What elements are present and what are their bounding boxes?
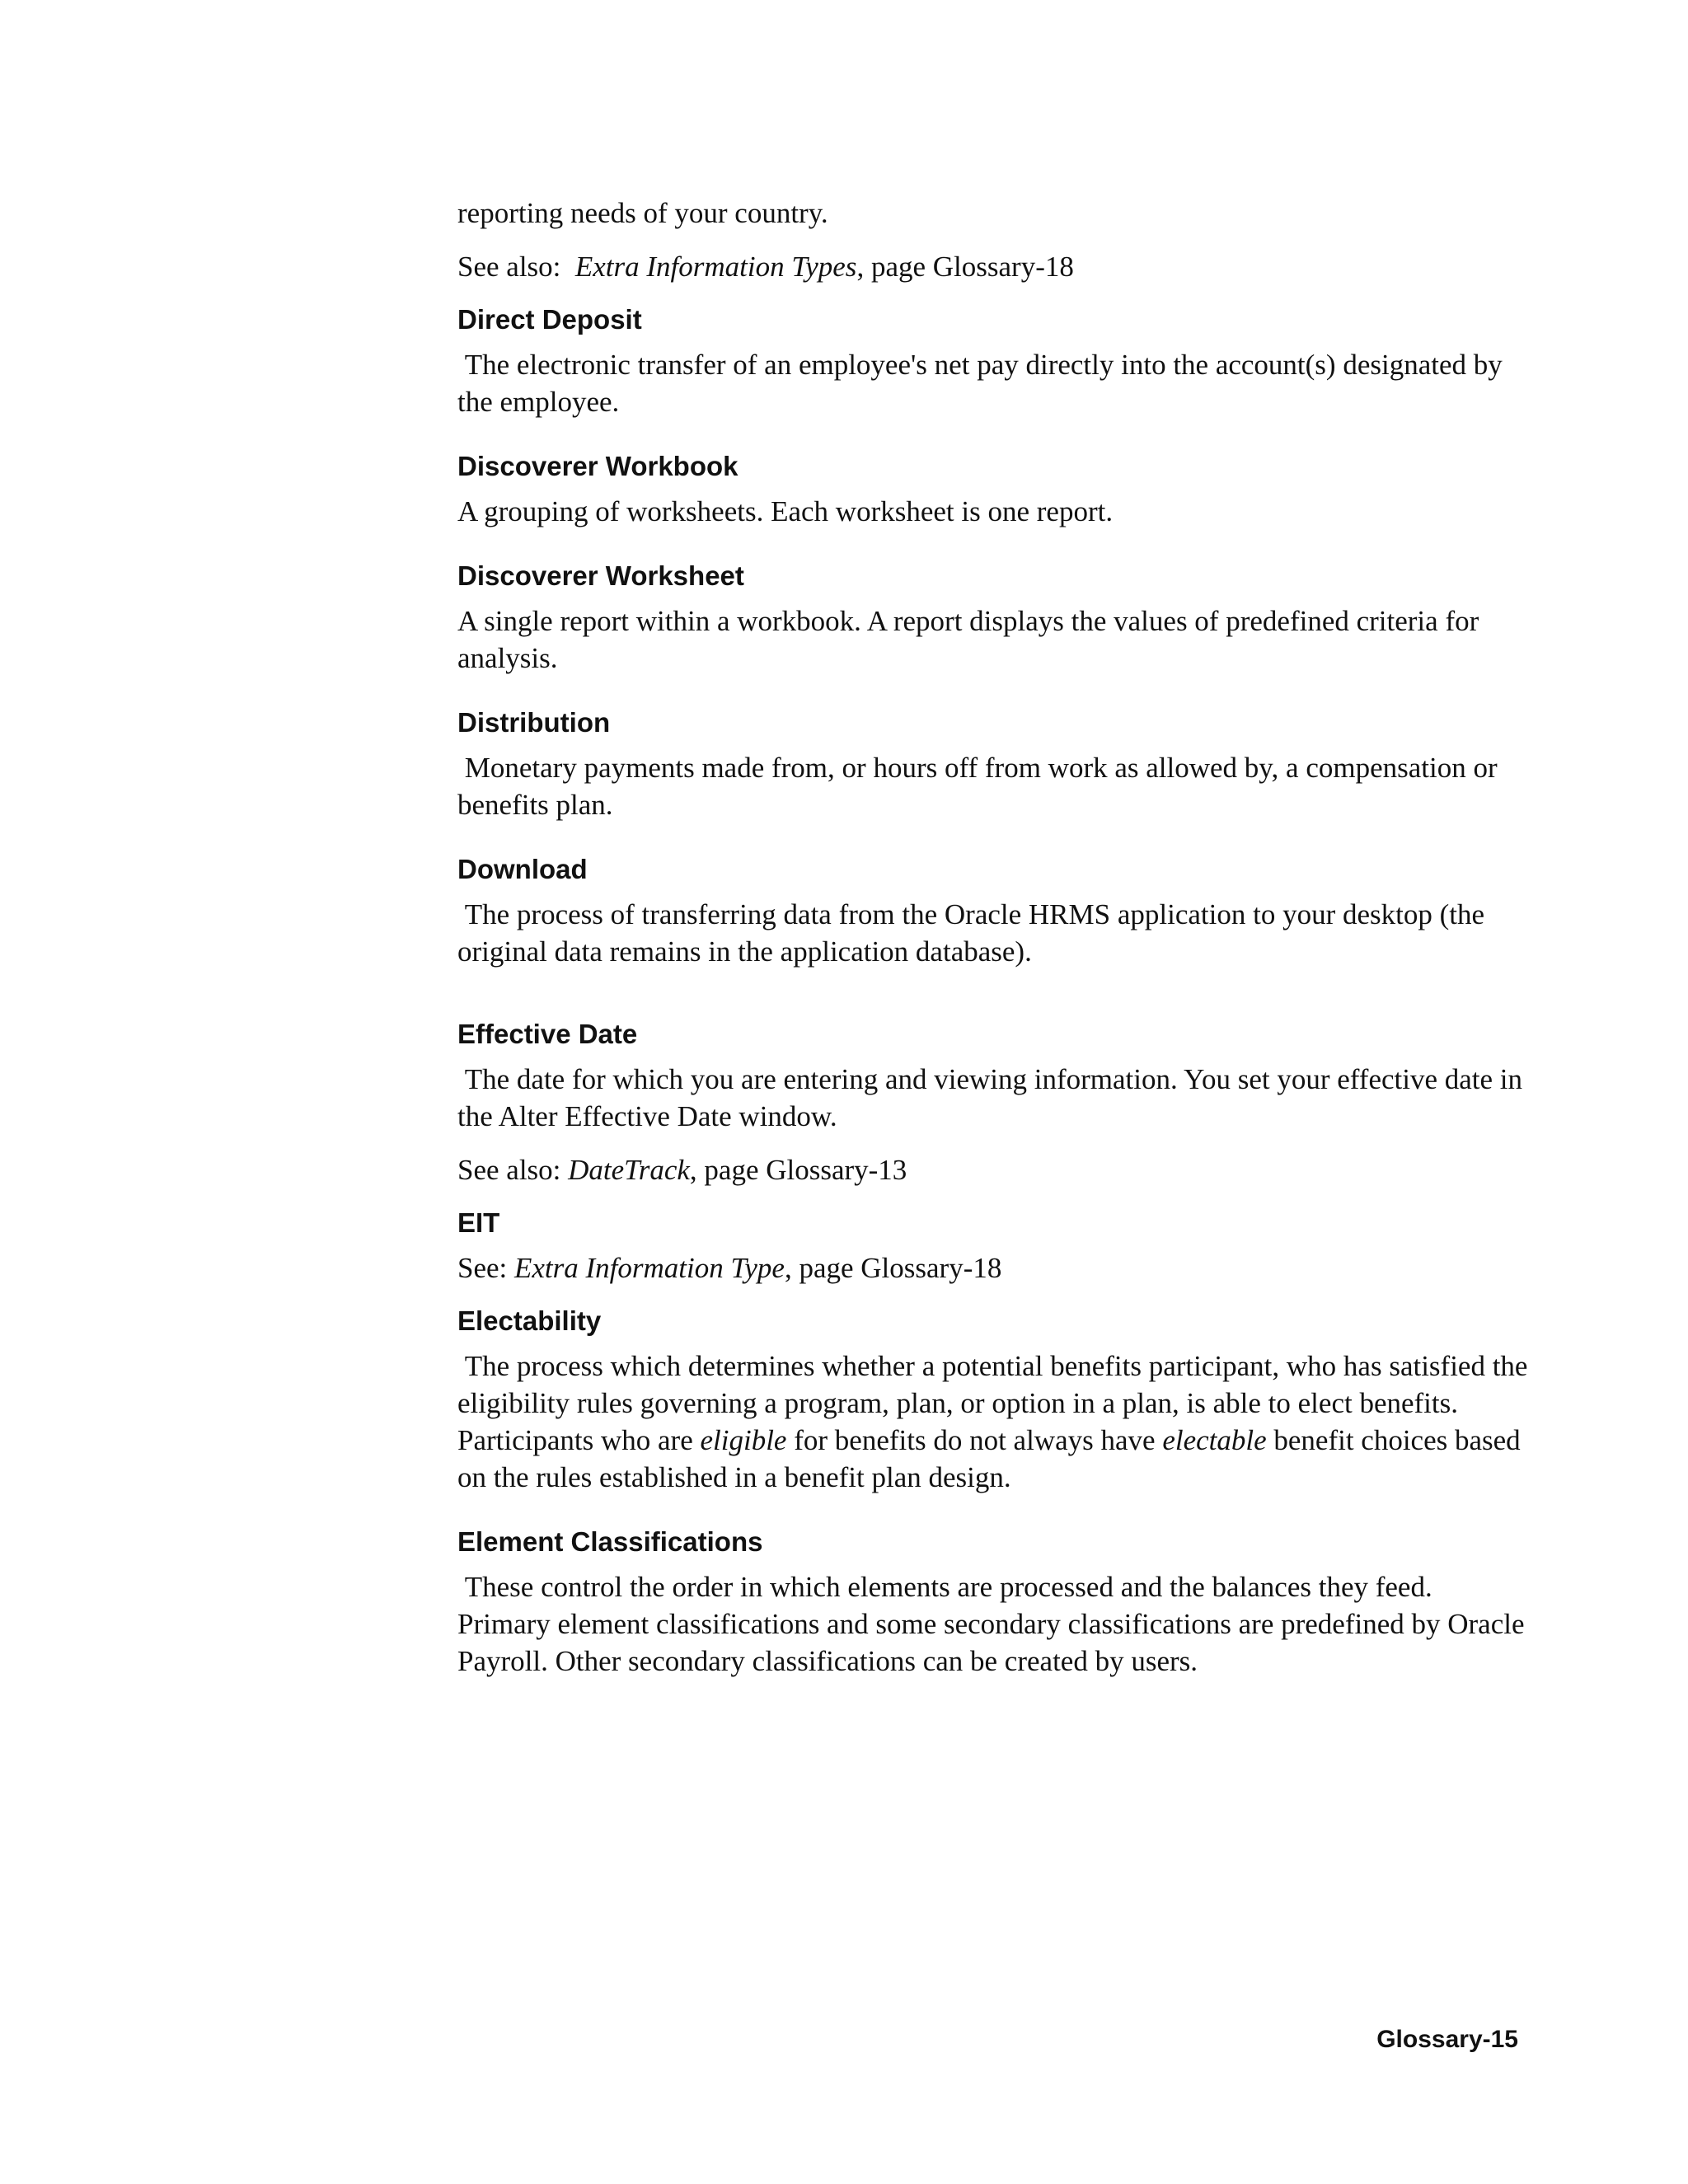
- term-effective-date: Effective Date: [457, 1019, 638, 1049]
- term-element-classifications: Element Classifications: [457, 1526, 763, 1557]
- definition-download: The process of transferring data from the Oracle HRMS application to your desktop (the original data remains in the application database).: [457, 898, 1492, 968]
- see-link[interactable]: Extra Information Type: [514, 1252, 785, 1284]
- term-download: Download: [457, 854, 588, 884]
- term-electability: Electability: [457, 1305, 602, 1336]
- see-also-link[interactable]: DateTrack: [568, 1154, 690, 1186]
- see-also-link[interactable]: Extra Information Types: [574, 251, 857, 283]
- emphasis-electable: electable: [1162, 1424, 1267, 1456]
- glossary-page-body: [457, 194, 1536, 1680]
- term-distribution: Distribution: [457, 707, 611, 738]
- definition-discoverer-worksheet: A single report within a workbook. A report displays the values of predefined criteria for analysis.: [457, 605, 1479, 674]
- definition-part: The process which determines whether a potential benefits participant, who has satisfied the eligibility rules governing a program, plan, or option in a plan, is able to elect benefits. Participants who are: [457, 1350, 1536, 1456]
- definition-part: benefit choices based on the rules established in a benefit plan design.: [457, 1424, 1528, 1493]
- page-number: Glossary-15: [1376, 2026, 1518, 2053]
- definition-effective-date: The date for which you are entering and viewing information. You set your effective date in the Alter Effective Date window.: [457, 1063, 1530, 1132]
- definition-direct-deposit: The electronic transfer of an employee's net pay directly into the account(s) designated by the employee.: [457, 349, 1510, 418]
- definition-discoverer-workbook: A grouping of worksheets. Each worksheet is one report.: [457, 495, 1114, 527]
- definition-electability: [457, 1347, 1536, 1496]
- see-also-suffix: , page Glossary-18: [856, 251, 1074, 283]
- definition-element-classifications: These control the order in which elements are processed and the balances they feed. Primary element classifications and some secondary classifications are predefined by Oracle Payroll. Other secondary classifications can be created by users.: [457, 1571, 1532, 1677]
- see-extra-information-type: [457, 1249, 1529, 1286]
- term-discoverer-workbook: Discoverer Workbook: [457, 451, 738, 481]
- see-also-prefix: See also:: [457, 251, 575, 283]
- see-also-extra-information-types: [457, 248, 1529, 285]
- see-also-datetrack: [457, 1151, 1529, 1188]
- definition-part: for benefits do not always have: [786, 1424, 1163, 1456]
- term-direct-deposit: Direct Deposit: [457, 304, 642, 335]
- see-suffix: , page Glossary-18: [784, 1252, 1002, 1284]
- see-also-prefix: See also:: [457, 1154, 569, 1186]
- continuation-text: reporting needs of your country.: [457, 197, 828, 229]
- see-also-suffix: , page Glossary-13: [689, 1154, 907, 1186]
- definition-distribution: Monetary payments made from, or hours off from work as allowed by, a compensation or benefits plan.: [457, 752, 1505, 821]
- term-discoverer-worksheet: Discoverer Worksheet: [457, 560, 744, 591]
- term-eit: EIT: [457, 1207, 500, 1238]
- emphasis-eligible: eligible: [700, 1424, 787, 1456]
- see-prefix: See:: [457, 1252, 515, 1284]
